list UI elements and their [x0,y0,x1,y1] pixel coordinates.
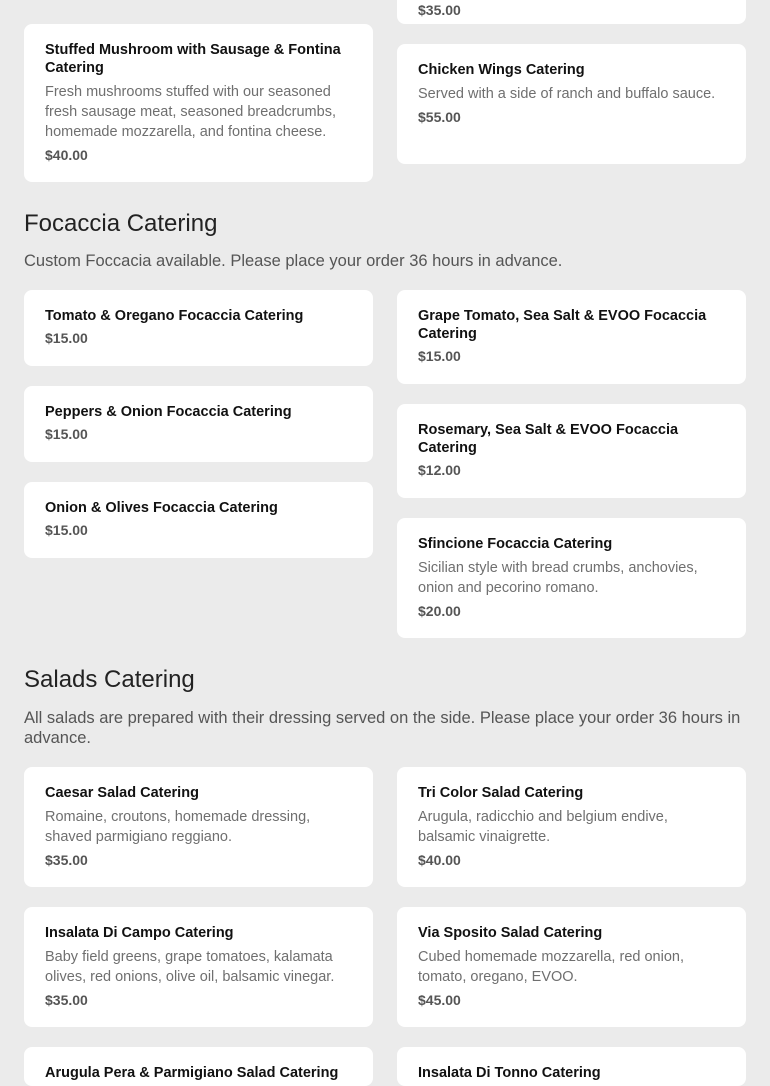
menu-item-card[interactable] [24,482,373,558]
item-name: Tomato & Oregano Focaccia Catering [45,308,304,324]
item-name: Caesar Salad Catering [45,785,199,801]
item-name: Chicken Wings Catering [418,62,585,78]
menu-item-card[interactable] [397,290,746,384]
menu-item-card[interactable] [24,907,373,1027]
item-name: Tri Color Salad Catering [418,785,584,801]
menu-item-card[interactable] [397,767,746,887]
menu-item-card[interactable] [24,1047,373,1086]
item-name: Sfincione Focaccia Catering [418,536,613,552]
item-name: Grape Tomato, Sea Salt & EVOO Focaccia Catering [418,308,707,342]
section-note-salads: All salads are prepared with their dressing served on the side. Please place your order 36 hours in advance. [24,709,741,747]
item-name: Via Sposito Salad Catering [418,925,603,941]
menu-item-card[interactable] [397,44,746,164]
item-price: $40.00 [45,147,88,163]
item-description: Served with a side of ranch and buffalo sauce. [418,86,716,102]
item-price: $15.00 [45,522,88,538]
item-price: $35.00 [418,2,461,18]
menu-item-card[interactable] [24,767,373,887]
item-description: Sicilian style with bread crumbs, anchovies, onion and pecorino romano. [418,560,698,596]
menu-item-card[interactable] [397,518,746,638]
item-price: $20.00 [418,603,461,619]
item-name: Rosemary, Sea Salt & EVOO Focaccia Catering [418,422,679,456]
item-description: Romaine, croutons, homemade dressing, shaved parmigiano reggiano. [45,809,311,845]
menu-item-card[interactable] [397,1047,746,1086]
item-description: Arugula, radicchio and belgium endive, balsamic vinaigrette. [418,809,668,845]
item-price: $45.00 [418,992,461,1008]
item-description: Baby field greens, grape tomatoes, kalamata olives, red onions, olive oil, balsamic vinegar. [45,949,335,985]
item-price: $12.00 [418,462,461,478]
item-description: Cubed homemade mozzarella, red onion, tomato, oregano, EVOO. [418,949,684,985]
menu-item-card[interactable] [24,290,373,366]
menu-item-card[interactable] [24,386,373,462]
item-price: $35.00 [45,992,88,1008]
item-name: Onion & Olives Focaccia Catering [45,500,278,516]
item-price: $40.00 [418,852,461,868]
item-price: $15.00 [418,348,461,364]
menu-item-card[interactable] [397,0,746,24]
item-description: Fresh mushrooms stuffed with our seasoned fresh sausage meat, seasoned breadcrumbs, homemade mozzarella, and fontina cheese. [45,84,336,140]
item-price: $15.00 [45,330,88,346]
item-price: $35.00 [45,852,88,868]
item-name: Stuffed Mushroom with Sausage & Fontina Catering [45,42,341,76]
item-name: Peppers & Onion Focaccia Catering [45,404,292,420]
item-price: $55.00 [418,109,461,125]
menu-item-card[interactable] [397,404,746,498]
section-note-focaccia: Custom Foccacia available. Please place your order 36 hours in advance. [24,252,563,270]
menu-item-card[interactable] [397,907,746,1027]
item-name: Arugula Pera & Parmigiano Salad Catering [45,1065,339,1081]
item-price: $15.00 [45,426,88,442]
section-title-salads: Salads Catering [24,666,195,693]
section-title-focaccia: Focaccia Catering [24,210,218,237]
menu-item-card[interactable] [24,24,373,182]
item-name: Insalata Di Tonno Catering [418,1065,601,1081]
item-name: Insalata Di Campo Catering [45,925,234,941]
